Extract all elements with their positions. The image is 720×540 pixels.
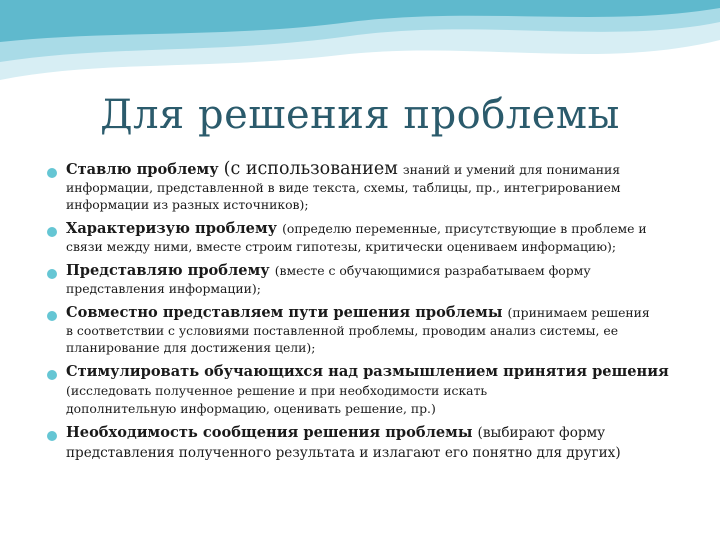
bullet-dot-icon (47, 370, 57, 380)
item-rest: (принимаем решения (507, 305, 650, 320)
item-rest: (вместе с обучающимися разрабатываем форму (274, 263, 591, 278)
item-lead: Представляю проблему (66, 262, 270, 279)
bullet-list (44, 160, 680, 469)
item-detail: дополнительную информацию, оценивать решение, пр.) (66, 401, 436, 416)
item-lead: Совместно представляем пути решения проблемы (66, 304, 503, 321)
list-item (44, 261, 680, 297)
item-lead: Ставлю проблему (66, 161, 219, 178)
item-rest: (выбирают форму представления полученного результата и излагают его понятно для других) (66, 425, 621, 461)
header-wave-decoration (0, 0, 720, 90)
item-rest: (определю переменные, присутствующие в проблеме и (282, 221, 647, 236)
bullet-dot-icon (47, 431, 57, 441)
slide-title: Для решения проблемы (100, 92, 620, 138)
item-lead: Характеризую проблему (66, 220, 277, 237)
item-detail: в соответствии с условиями поставленной проблемы, проводим анализ системы, ее планирование для достижения цели); (66, 323, 619, 355)
bullet-dot-icon (47, 269, 57, 279)
item-lead: Необходимость сообщения решения проблемы (66, 424, 473, 441)
list-item (44, 160, 680, 213)
bullet-dot-icon (47, 168, 57, 178)
item-rest: знаний и умений для понимания (402, 162, 621, 177)
item-mid: (с использованием (223, 159, 398, 179)
item-detail: связи между ними, вместе строим гипотезы, критически оцениваем информацию); (66, 239, 617, 254)
item-rest: (исследовать полученное решение и при необходимости искать (66, 383, 488, 398)
item-lead: Стимулировать обучающихся над размышлением принятия решения (66, 363, 669, 380)
list-item (44, 303, 680, 356)
list-item (44, 423, 680, 463)
list-item (44, 219, 680, 255)
bullet-dot-icon (47, 227, 57, 237)
bullet-dot-icon (47, 311, 57, 321)
item-detail: информации, представленной в виде текста, схемы, таблицы, пр., интегрированием информации из разных источников); (66, 180, 621, 212)
list-item (44, 362, 680, 417)
item-detail: представления информации); (66, 281, 261, 296)
